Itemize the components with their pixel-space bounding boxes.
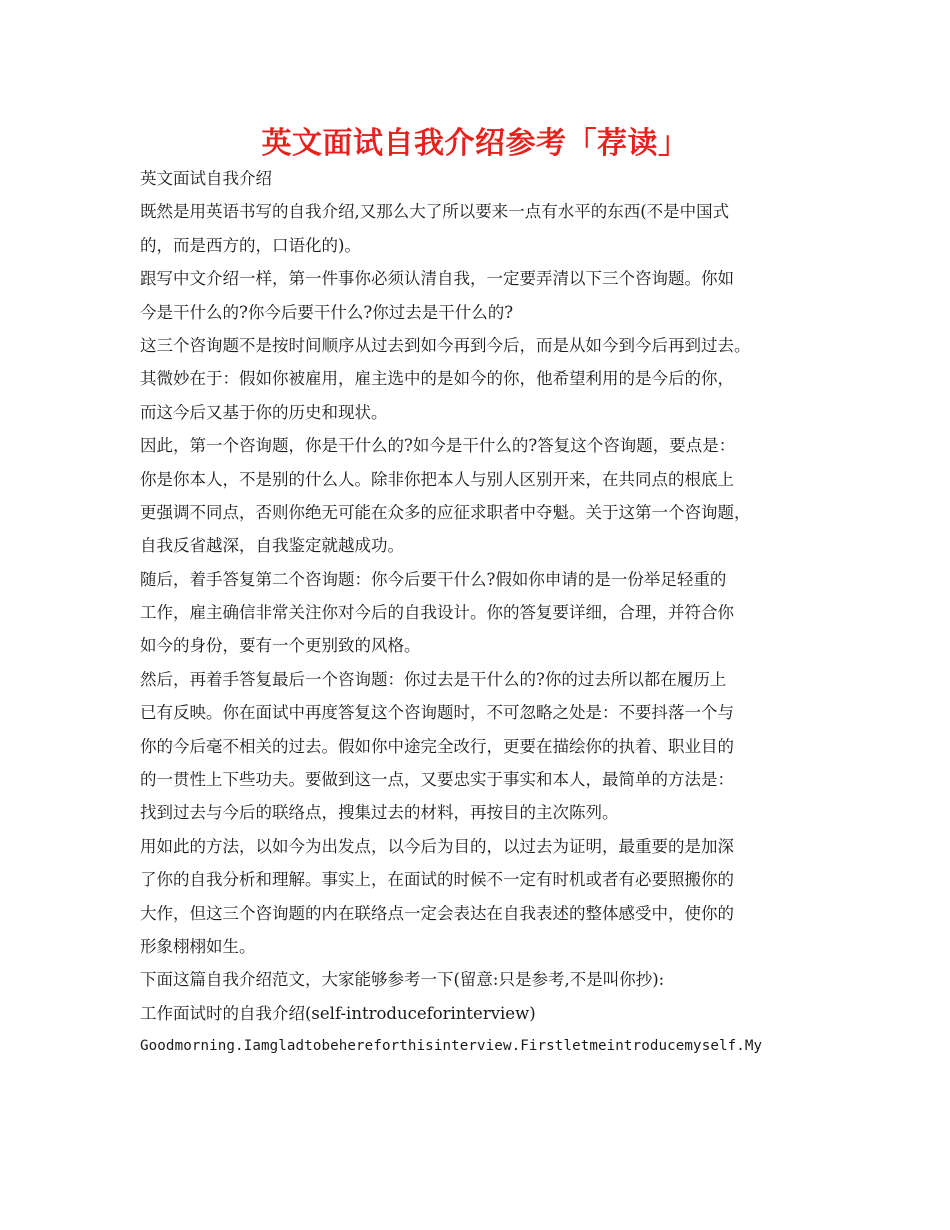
paragraph-line: 你是你本人，不是别的什么人。除非你把本人与别人区别开来，在共同点的根底上: [140, 469, 734, 489]
paragraph-line: 的一贯性上下些功夫。要做到这一点，又要忠实于事实和本人，最简单的方法是：: [140, 770, 734, 790]
paragraph-line: Goodmorning.Iamgladtobehereforthisinterview.Firstletmeintroducemyself.My: [140, 1038, 763, 1055]
paragraph-line: 你的今后毫不相关的过去。假如你中途完全改行，更要在描绘你的执着、职业目的: [140, 736, 734, 756]
paragraph-line: 工作，雇主确信非常关注你对今后的自我设计。你的答复要详细，合理，并符合你: [140, 603, 734, 623]
paragraph-line: 因此，第一个咨询题，你是干什么的?如今是干什么的?答复这个咨询题，要点是：: [140, 436, 736, 456]
paragraph-line: 的，而是西方的，口语化的)。: [140, 235, 361, 255]
paragraph-line: 用如此的方法，以如今为出发点，以今后为目的，以过去为证明，最重要的是加深: [140, 836, 734, 856]
paragraph-line: 然后，再着手答复最后一个咨询题：你过去是干什么的?你的过去所以都在履历上: [140, 669, 727, 689]
paragraph-line: 自我反省越深，自我鉴定就越成功。: [140, 536, 404, 556]
paragraph-line: 大作，但这三个咨询题的内在联络点一定会表达在自我表述的整体感受中，使你的: [140, 903, 734, 923]
paragraph-line: 随后，着手答复第二个咨询题：你今后要干什么?假如你申请的是一份举足轻重的: [140, 569, 727, 589]
paragraph-line: 其微妙在于：假如你被雇用，雇主选中的是如今的你，他希望利用的是今后的你，: [140, 369, 734, 389]
paragraph-line: 而这今后又基于你的历史和现状。: [140, 402, 388, 422]
paragraph-line: 了你的自我分析和理解。事实上，在面试的时候不一定有时机或者有必要照搬你的: [140, 870, 734, 890]
paragraph-line: 跟写中文介绍一样，第一件事你必须认清自我，一定要弄清以下三个咨询题。你如: [140, 269, 734, 289]
paragraph-line: 找到过去与今后的联络点，搜集过去的材料，再按目的主次陈列。: [140, 803, 619, 823]
paragraph-line: 已有反映。你在面试中再度答复这个咨询题时，不可忽略之处是：不要抖落一个与: [140, 703, 734, 723]
paragraph-line: 下面这篇自我介绍范文，大家能够参考一下(留意:只是参考,不是叫你抄):: [140, 970, 665, 990]
paragraph-line: 今是干什么的?你今后要干什么?你过去是干什么的?: [140, 302, 514, 322]
paragraph-line: 英文面试自我介绍: [140, 169, 272, 188]
document-body: [140, 162, 830, 1064]
paragraph-line: 更强调不同点，否则你绝无可能在众多的应征求职者中夺魁。关于这第一个咨询题，: [140, 502, 751, 522]
paragraph-line: 工作面试时的自我介绍(self-introduceforinterview): [140, 1003, 536, 1023]
paragraph-line: 形象栩栩如生。: [140, 936, 256, 956]
paragraph-line: 这三个咨询题不是按时间顺序从过去到如今再到今后，而是从如今到今后再到过去。: [140, 335, 751, 355]
paragraph-line: 如今的身份，要有一个更别致的风格。: [140, 636, 421, 656]
paragraph-line: 既然是用英语书写的自我介绍,又那么大了所以要来一点有水平的东西(不是中国式: [140, 202, 730, 222]
document-title: 英文面试自我介绍参考「荐读」: [261, 126, 689, 161]
